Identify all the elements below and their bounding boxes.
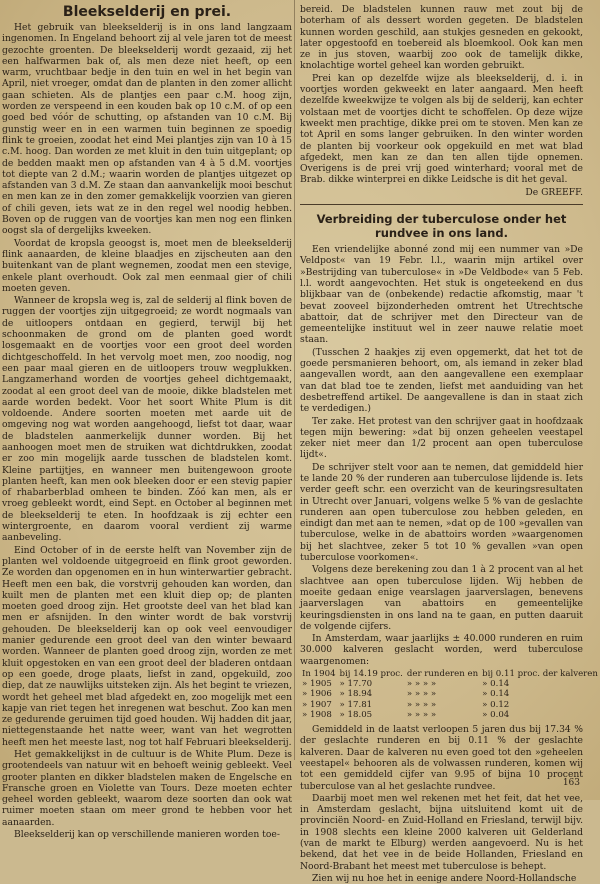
table-cell: » 0.12 [482,699,510,710]
table-cell: » » » » [406,679,437,690]
paragraph: Zien wij nu hoe het in eenige andere Noord-Hollandsche [312,872,577,884]
article-heading: Bleekselderij en prei. [62,4,232,20]
paragraph: Wanneer de kropsla weg is, zal de selderij al flink boven de ruggen der voortjes zijn uitgegroeid; ze wordt nogmaals van de uitloopers ontdaan en gegierd, terwijl bij het schoonmaken de grond om de planten goed wordt losgemaakt en de voortjes voor een groot deel worden dichtgeschoffeld. In het vervolg moet men, zoo noodig, nog een paar maal gieren en de uitloopers trouw wegplukken. Langzamerhand worden de voortjes geheel dichtgemaakt, zoodat al een groot deel van de mooie, dikke bladstelen met aarde worden bedekt. Voor het soort White Plum is dit voldoende. Andere soorten moeten met aarde uit de omgeving nog wat worden aangehoogd, liefst tot daar, waar de bladstelen aanmerkelijk dunner worden. Bij het aanhoogen moet men de struiken wat dichtdrukken, zoodat er zoo min mogelijk aarde tusschen de bladstelen komt. Kleine partijtjes, en wanneer men buitengewoon groote planten heeft, kan men ook bleeken door er een stevig papier of rhabarberblad omheen te binden. Zóó kan men, als er vroeg gebleekt wordt, eind Sept. en October al beginnen met de bleekselderij te eten. In hoofdzaak is zij echter een wintergroente, en daarom vooral verdient zij warme aanbeveling. [2,295,292,544]
paragraph: Het gebruik van bleekselderij is in ons land langzaam ingenomen. In Engeland behoort zij al vele jaren tot de meest gezochte groenten. De bleekselderij wordt gezaaid, zij het een halfwarmen bak of, als men deze niet heeft, op een warm, vruchtbaar bedje in den tuin en wel in het begin van April, niet vroeger, omdat dan de planten in den zomer allicht gaan schieten. Als de plantjes een paar c.M. hoog zijn, worden ze verspeend in een kouden bak op 10 c.M. of op een goed bed vóór de schutting, op afstanden van 10 c.M. Bij gunstig weer en in een warmen tuin beginnen ze spoedig flink te groeien, zoodat het eind Mei plantjes zijn van 10 à 15 c.M. hoog. Dan worden ze met kluit in den tuin uitgeplant; op de bedden maakt men op afstanden van 4 à 5 d.M. voortjes tot diepte van 2 d.M.; waarin worden de plantjes uitgezet op afstanden van 3 d.M. Ze staan dan aanvankelijk mooi beschut en men kan ze in den zomer gemakkelijk voorzien van gieren of chili geven, iets wat ze in den regel wel noodig hebben. Boven op de ruggen van de voortjes kan men nog een flinken oogst sla of dergelijks kweeken. [2,22,292,237]
right-column [300,4,598,884]
paragraph: Daarbij moet men wel rekenen met het feit, dat het vee, in Amsterdam geslacht, bijna uitsluitend komt uit de provinciën Noord- en Zuid-Holland en Friesland, terwijl bijv. in 1908 slechts een kleine 2000 kalveren uit Gelderland (van de markt te Elburg) werden aangevoerd. Nu is het bekend, dat het vee in de beide Hollanden, Friesland en Noord-Brabant het meest met tuberculose is behept. [300,792,583,872]
table-cell: » 17.81 [339,699,373,710]
table-cell: bij 14.19 proc. [339,669,403,680]
table-cell: » 0.04 [482,709,510,720]
table-cell: » 1908 [302,709,332,720]
page-number: 163 [562,778,580,788]
table-row [300,700,600,710]
paragraph: Voordat de kropsla geoogst is, moet men de bleekselderij flink aanaarden, de kleine blaadjes en zijscheuten aan den buitenkant van de plant wegnemen, zoodat men een stevige, enkele plant overhoudt. Ook zal men eenmaal gier of chili moeten geven. [2,237,292,294]
author-signature: De GREEFF. [525,186,583,198]
table-cell: » 18.94 [339,689,373,700]
paragraph: bereid. De bladstelen kunnen rauw met zout bij de boterham of als dessert worden gegeten. De bladstelen kunnen worden geschild, aan stukjes gesneden en gekookt, later opgestoofd en toebereid als bloemkool. Ook kan men ze in jus stoven, waarbij zoo ook de tamelijk dikke, knolachtige wortel geheel kan worden gebruikt. [300,4,583,72]
table-cell: » 1906 [302,689,332,700]
left-column [0,4,292,841]
table-cell: » » » » [406,699,437,710]
paragraph: Eind October of in de eerste helft van November zijn de planten wel voldoende uitgegroeid en flink groot geworden. Ze worden dan opgenomen en in hun winterwartier gebracht. Heeft men een bak, die vorstvrij gehouden kan worden, dan kuilt men de planten met een kluit diep op; de planten moeten goed droog zijn. Het grootste deel van het blad kan men er afsnijden. In den winter wordt de bak vorstvrij gehouden. De bleekselderij kan op ook veel eenvoudiger manier gedurende een groot deel van den winter bewaard worden. Wanneer de planten goed droog zijn, worden ze met kluit opgestoken en van een groot deel der bladeren ontdaan op een goede, droge plaats, liefst in zand, opgekuild, zoo diep, dat ze nauwlijks uitsteken zijn. Als het begint te vriezen, wordt het geheel met blad afgedekt en, zoo mogelijk met een kapje van riet tegen het inregenen wat beschut. Zoo kan men ze gedurende geruimen tijd goed houden. Wij hadden dit jaar, niettegenstaande het natte weer, want van het wegrotten heeft men het meeste last, nog tot half Februari bleekselderij. [2,544,292,748]
table-cell: » 18.05 [339,709,373,720]
table-cell: der runderen en [406,669,479,680]
paragraph: Volgens deze berekening zou dan 1 à 2 procent van al het slachtvee aan open tuberculose lijden. Wij hebben de moeite gedaan enige vearslagen jaarverslagen, benevens jaarverslagen van abattoirs en gemeentelijke keuringsdiensten in ons land na te gaan, en putten daaruit de volgende cijfers. [300,564,583,632]
paragraph: Ter zake. Het protest van den schrijver gaat in hoofdzaak tegen mijn bewering: »dat bij onzen geheelen veestapel zeker niet meer dan 1/2 procent aan open tuberculose lijdt«. [300,415,583,461]
paragraph: Het gemakkelijkst in de cultuur is de White Plum. Deze is grootendeels van natuur wit en behoeft weinig gebleekt. Veel grooter planten en dikker bladstelen maken de Engelsche en Fransche groen en Violette van Tours. Deze moeten echter geheel worden gebleekt, waarom deze soorten dan ook wat ruimer moeten staan om meer grond te hebben voor het aanaarden. [2,749,292,828]
paragraph: Bleekselderij kan op verschillende manieren worden toe- [14,829,280,841]
column-divider [294,0,295,760]
table-cell: » 0.14 [482,689,510,700]
paragraph: In Amsterdam, waar jaarlijks ± 40.000 runderen en ruim 30.000 kalveren geslacht worden, werd tuberculose waargenomen: [300,633,583,667]
table-cell: » » » » [406,689,437,700]
table-cell: bij 0.11 proc. der kalveren [482,669,598,680]
table-cell: » 0.14 [482,679,510,690]
table-cell: » 17.70 [339,679,373,690]
paragraph: (Tusschen 2 haakjes zij even opgemerkt, dat het tot de goede persmanieren behoort, om, als iemand in zeker blad aangevallen wordt, aan den aangevallene een exemplaar van dat blad toe te zenden, liefst met aanduiding van het desbetreffend artikel. De aangevallene is dan in staat zich te verdedigen.) [300,346,583,415]
table-cell: » » » » [406,709,437,720]
section-rule [300,204,583,205]
table-row [300,679,600,689]
paragraph: De schrijver stelt voor aan te nemen, dat gemiddeld hier te lande 20 % der runderen aan tuberculose lijdende is. Iets verder geeft schr. een overzicht van de keuringsresultaten in Utrecht over Januari, volgens welke 5 % van de geslachte runderen aan open tuberculose zou hebben geleden, en eindigt dan met aan te nemen, »dat op de 100 »gevallen van tuberculose, welke in de abattoirs worden »waargenomen bij het slachtvee, zeker 5 tot 10 % gevallen »van open tuberculose voorkomen«. [300,461,583,564]
article-heading-2: Verbreiding der tuberculose onder het rundvee in ons land. [316,212,567,240]
paragraph: Prei kan op dezelfde wijze als bleekselderij, d. i. in voortjes worden gekweekt en later aangaard. Men heeft dezelfde kweekwijze te volgen als bij de selderij, kan echter volstaan met de voortjes dicht te schoffelen. Op deze wijze kweekt men prachtige, dikke prei om te stoven. Men kan ze tot April en soms langer gebruiken. In den winter worden de planten bij voorkeur ook opgekuild en met wat blad afgedekt, men kan ze dan ten allen tijde opnemen. Overigens is de prei vrij goed winterhard; vooral met de Brab. dikke winterprei en dikke Leidsche is dit het geval. [300,72,583,186]
table-row [300,710,600,720]
table-cell: » 1907 [302,699,332,710]
tuberculose-table [300,669,600,720]
table-row [300,669,600,679]
table-row [300,689,600,699]
table-cell: » 1905 [302,679,332,690]
paragraph: Een vriendelijke abonné zond mij een nummer van »De Veldpost« van 19 Febr. l.l., waarin mijn artikel over »Bestrijding van tuberculose« in »De Veldbode« van 5 Feb. l.l. wordt aangevochten. Het stuk is ongeteekend en dus blijkbaar van de (onbekende) redactie afkomstig, maar 't bevat zooveel bijzonderheden omtrent het Utrechtsche abattoir, dat de schrijver met den Directeur van de gemeentelijke instituut wel in zeer nauwe relatie moet staan. [300,244,583,346]
paragraph: Gemiddeld in de laatst verloopen 5 jaren dus bij 17.34 % der geslachte runderen en bij 0.11 % der geslachte kalveren. Daar de kalveren nu even goed tot den »geheelen veestapel« behooren als de volwassen runderen, komen wij tot een gemiddeld cijfer van 9.95 of bijna 10 procent tuberculose van al het geslachte rundvee. [300,724,583,792]
table-cell: In 1904 [302,669,336,680]
